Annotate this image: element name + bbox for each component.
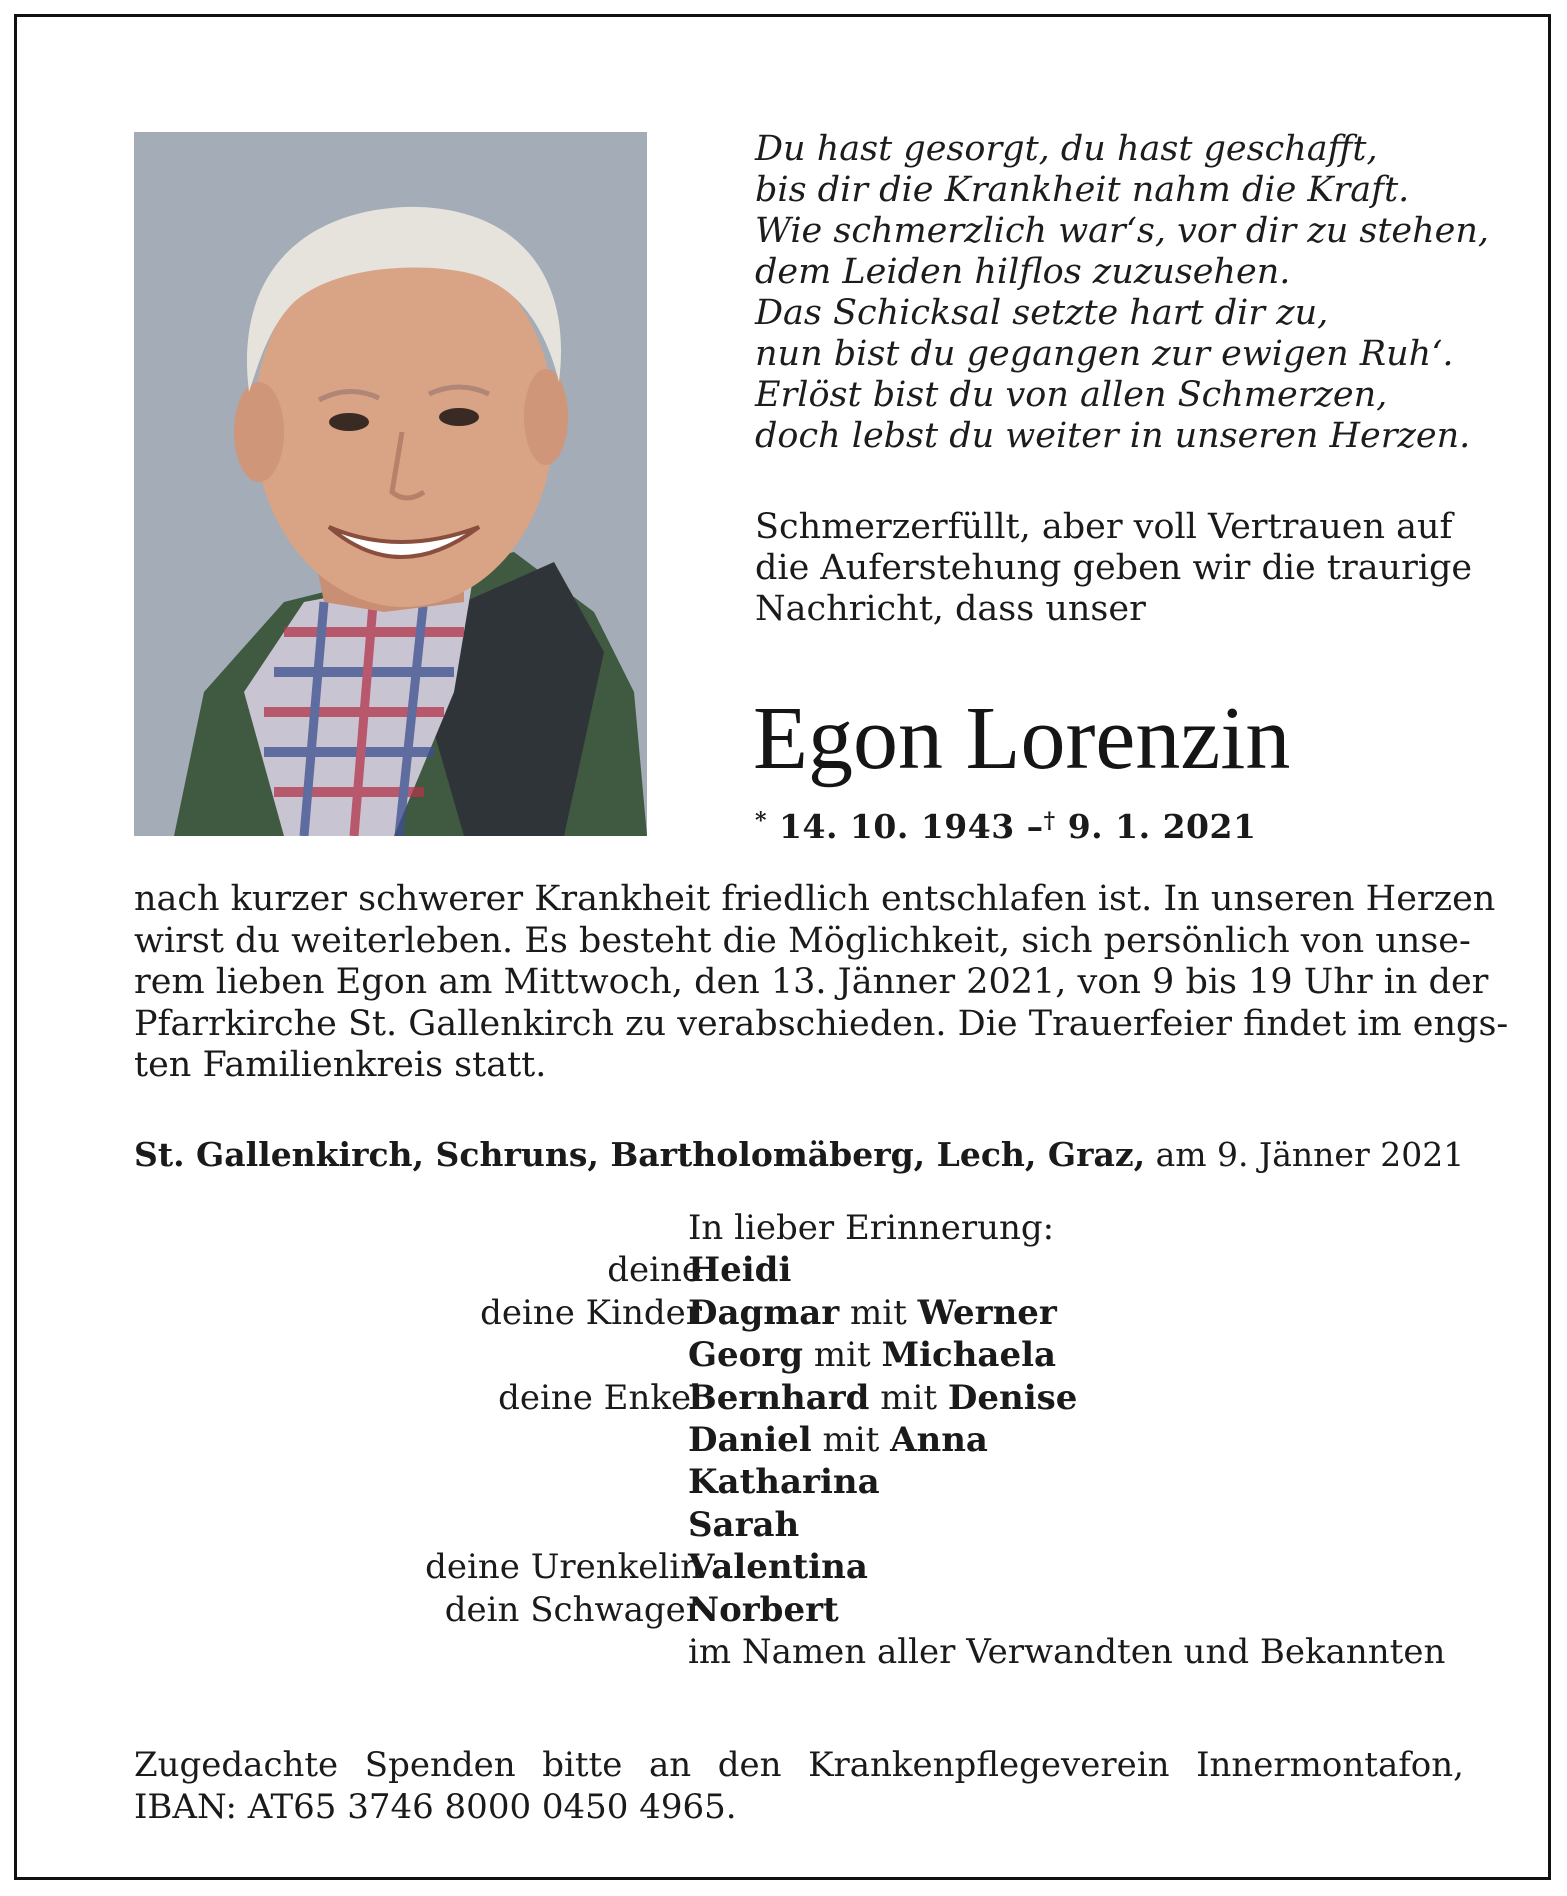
body-line: nach kurzer schwerer Krankheit friedlich entschlafen ist. In unseren Herzen bbox=[134, 879, 1496, 919]
mourners-closing-row bbox=[17, 1631, 1554, 1673]
body-line: wirst du weiterleben. Es besteht die Möglichkeit, sich persönlich von unse- bbox=[134, 920, 1471, 961]
mourner-row bbox=[17, 1589, 1554, 1631]
relation-label: dein Schwager bbox=[444, 1589, 702, 1630]
date-separator: – bbox=[1026, 807, 1044, 846]
mourner-names: Katharina bbox=[688, 1462, 880, 1503]
mourner-names: Heidi bbox=[688, 1250, 792, 1291]
relation-label: deine Enkel bbox=[498, 1377, 702, 1418]
body-line: rem lieben Egon am Mittwoch, den 13. Jänner 2021, von 9 bis 19 Uhr in der bbox=[134, 962, 1489, 1002]
death-date: 9. 1. 2021 bbox=[1067, 807, 1257, 846]
mourner-names: Daniel mit Anna bbox=[688, 1419, 988, 1460]
mourner-row bbox=[17, 1504, 1554, 1546]
mourner-names: Bernhard mit Denise bbox=[688, 1377, 1078, 1418]
mourner-row bbox=[17, 1377, 1554, 1419]
donation-note bbox=[134, 1744, 1464, 1828]
intro-line: Nachricht, dass unser bbox=[755, 589, 1146, 629]
intro-line: Schmerzerfüllt, aber voll Vertrauen auf bbox=[755, 507, 1453, 547]
portrait-photo bbox=[134, 132, 647, 836]
mourner-row bbox=[17, 1461, 1554, 1503]
mourners-closing: im Namen aller Verwandten und Bekannten bbox=[688, 1631, 1446, 1672]
mourner-row bbox=[17, 1334, 1554, 1376]
relation-label: deine Urenkelin bbox=[425, 1547, 702, 1588]
memorial-poem bbox=[755, 129, 1490, 457]
mourner-names: Georg mit Michaela bbox=[688, 1335, 1057, 1376]
poem-line: Du hast gesorgt, du hast geschafft, bbox=[755, 129, 1378, 169]
poem-line: doch lebst du weiter in unseren Herzen. bbox=[755, 416, 1471, 456]
mourner-row bbox=[17, 1419, 1554, 1461]
poem-line: dem Leiden hilflos zuzusehen. bbox=[755, 252, 1291, 292]
mourner-row bbox=[17, 1546, 1554, 1588]
notice-date: am 9. Jänner 2021 bbox=[1155, 1135, 1465, 1174]
relation-label: deine bbox=[607, 1250, 702, 1291]
mourner-names: Norbert bbox=[688, 1589, 839, 1630]
mourner-names: Sarah bbox=[688, 1504, 800, 1545]
death-symbol: † bbox=[1043, 808, 1056, 834]
mourners-heading: In lieber Erinnerung: bbox=[688, 1208, 1055, 1248]
iban-line: IBAN: AT65 3746 8000 0450 4965. bbox=[134, 1787, 737, 1827]
mourner-row bbox=[17, 1249, 1554, 1291]
life-dates bbox=[755, 807, 1256, 846]
intro-text bbox=[755, 507, 1473, 630]
poem-line: nun bist du gegangen zur ewigen Ruh‘. bbox=[755, 334, 1454, 374]
place-names: St. Gallenkirch, Schruns, Bartholomäberg, Lech, Graz, bbox=[134, 1135, 1146, 1174]
donation-line: Zugedachte Spenden bitte an den Krankenpflegeverein Innermontafon, bbox=[134, 1745, 1464, 1785]
relation-label: deine Kinder bbox=[480, 1292, 702, 1333]
mourners-heading-row bbox=[17, 1207, 1554, 1249]
poem-line: Das Schicksal setzte hart dir zu, bbox=[755, 293, 1329, 333]
poem-line: Erlöst bist du von allen Schmerzen, bbox=[755, 375, 1388, 415]
announcement-text bbox=[134, 879, 1509, 1087]
mourner-names: Dagmar mit Werner bbox=[688, 1292, 1057, 1333]
obituary-notice bbox=[14, 14, 1551, 1880]
birth-date: 14. 10. 1943 bbox=[779, 807, 1015, 846]
mourners-list bbox=[17, 1207, 1554, 1673]
deceased-name: Egon Lorenzin bbox=[753, 689, 1291, 788]
body-line: ten Familienkreis statt. bbox=[134, 1045, 547, 1085]
mourner-row bbox=[17, 1292, 1554, 1334]
poem-line: bis dir die Krankheit nahm die Kraft. bbox=[755, 170, 1410, 210]
place-and-date bbox=[134, 1135, 1464, 1174]
poem-line: Wie schmerzlich war‘s, vor dir zu stehen, bbox=[755, 211, 1490, 251]
intro-line: die Auferstehung geben wir die traurige bbox=[755, 548, 1473, 588]
birth-symbol: * bbox=[755, 808, 768, 834]
mourner-names: Valentina bbox=[688, 1547, 868, 1588]
body-line: Pfarrkirche St. Gallenkirch zu verabschieden. Die Trauerfeier findet im engs- bbox=[134, 1003, 1509, 1044]
